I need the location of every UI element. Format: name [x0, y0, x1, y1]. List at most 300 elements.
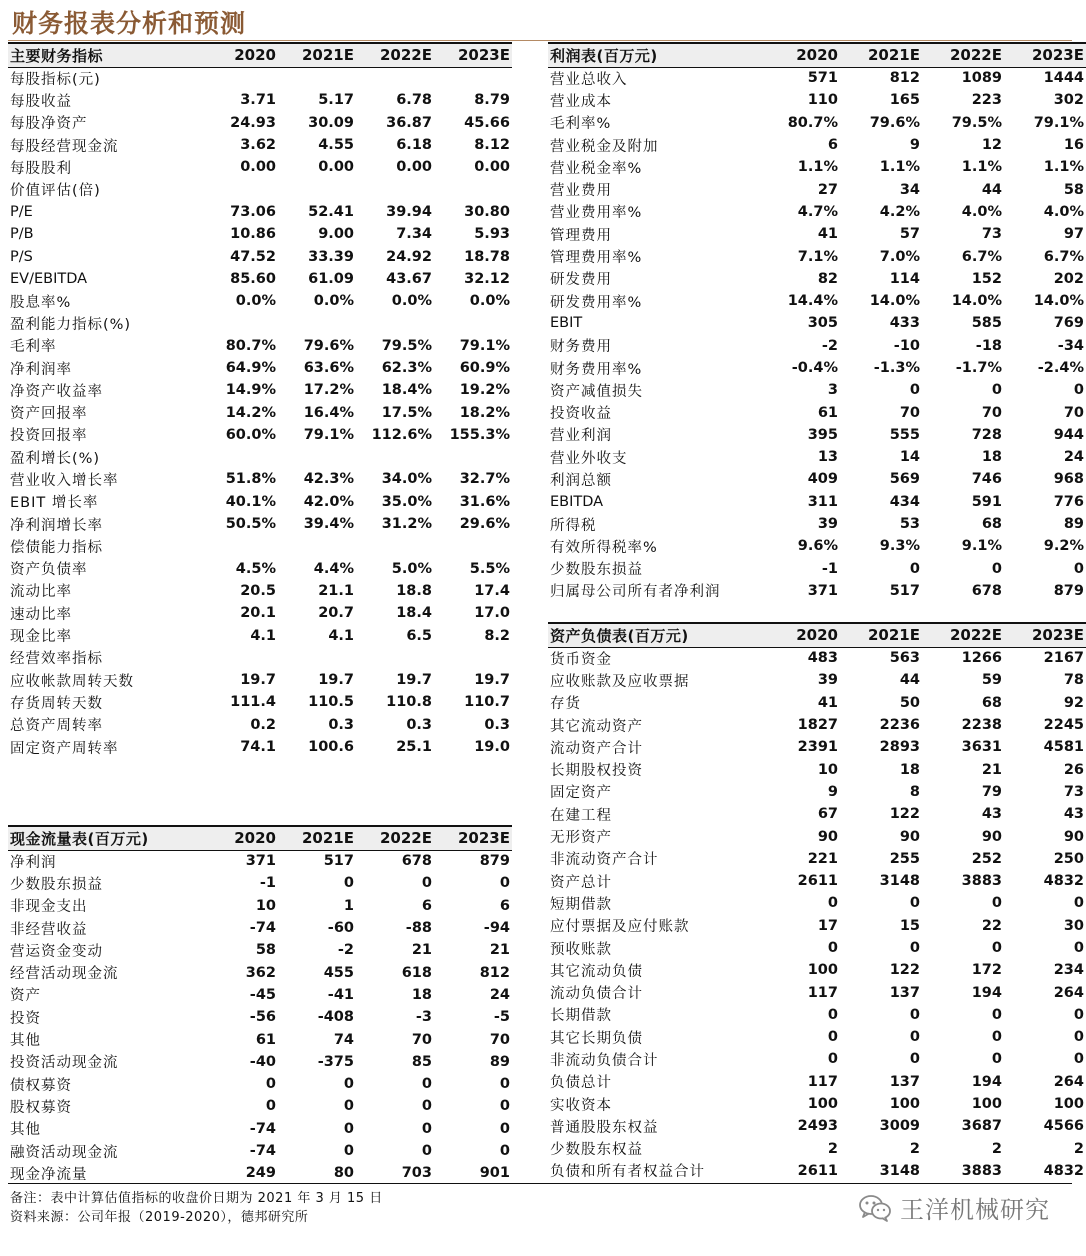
row-label: 有效所得税率%	[550, 539, 658, 556]
cell-value: 74	[333, 1031, 354, 1048]
cell-value: 202	[1053, 270, 1084, 287]
cell-value: 0	[343, 875, 354, 892]
cell-value: 34	[899, 181, 920, 198]
cell-value: 555	[889, 426, 920, 443]
cell-value: 769	[1053, 315, 1084, 332]
column-header: 2020	[796, 626, 838, 645]
table-row	[8, 268, 512, 290]
cell-value: 79.1%	[1033, 114, 1084, 131]
row-label: 资产减值损失	[550, 383, 643, 400]
table-row	[548, 513, 1086, 535]
row-label: 经营效率指标	[10, 651, 103, 668]
cell-value: 31.6%	[459, 493, 510, 510]
source-note: 资料来源：公司年报（2019-2020），德邦研究所	[10, 1210, 309, 1225]
table-row	[8, 201, 512, 223]
cell-value: 6.7%	[961, 248, 1002, 265]
cell-value: 4.5%	[235, 560, 276, 577]
row-label: 应收账款及应收票据	[550, 673, 690, 690]
cell-value: 0	[421, 1120, 432, 1137]
cell-value: 10	[817, 761, 838, 778]
cell-value: 35.0%	[381, 493, 432, 510]
cell-value	[434, 178, 512, 200]
table-row	[8, 850, 512, 872]
cell-value: 0	[421, 875, 432, 892]
row-label: P/B	[10, 226, 34, 243]
cell-value	[278, 446, 356, 468]
row-label: 资产总计	[550, 874, 612, 891]
cell-value: 30.80	[464, 203, 510, 220]
table-row	[8, 156, 512, 178]
cell-value	[356, 67, 434, 89]
cell-value: 21	[489, 942, 510, 959]
cell-value: 12	[981, 137, 1002, 154]
column-header: 2022E	[950, 626, 1002, 645]
column-header: 2021E	[302, 46, 354, 65]
cell-value: 678	[971, 582, 1002, 599]
cell-value: 1.1%	[961, 159, 1002, 176]
title-divider	[8, 40, 1072, 41]
table-row	[548, 803, 1086, 825]
cell-value: 19.7	[318, 672, 354, 689]
cell-value: 2611	[797, 873, 838, 890]
row-label: 总资产周转率	[10, 718, 103, 735]
row-label: 每股净资产	[10, 116, 88, 133]
cell-value: 1827	[797, 717, 838, 734]
cell-value	[356, 446, 434, 468]
cell-value: 110	[807, 92, 838, 109]
cell-value: 6	[499, 897, 510, 914]
cell-value: 27	[817, 181, 838, 198]
cell-value: 7.0%	[879, 248, 920, 265]
footer-divider	[8, 1183, 1072, 1184]
table-row	[548, 825, 1086, 847]
cell-value: 2	[1073, 1140, 1084, 1157]
cell-value: 6	[827, 137, 838, 154]
cell-value: 61	[255, 1031, 276, 1048]
table-row	[548, 736, 1086, 758]
cell-value: 8.2	[484, 627, 510, 644]
table-row	[548, 915, 1086, 937]
table-row	[8, 446, 512, 468]
row-label: 少数股东损益	[550, 562, 643, 579]
cell-value: 112.6%	[371, 426, 432, 443]
row-label: EBITDA	[550, 493, 604, 510]
cell-value	[278, 647, 356, 669]
cell-value: 61.09	[308, 270, 354, 287]
cell-value: 1.1%	[797, 159, 838, 176]
cell-value: 70	[411, 1031, 432, 1048]
cell-value: 4581	[1043, 739, 1084, 756]
cell-value: -74	[249, 1120, 276, 1137]
cell-value: 4832	[1043, 873, 1084, 890]
cell-value: 79.1%	[459, 337, 510, 354]
cell-value: 2	[909, 1140, 920, 1157]
table-row	[548, 669, 1086, 691]
cell-value: 78	[1063, 672, 1084, 689]
cell-value: 678	[401, 853, 432, 870]
cell-value: 9.2%	[1043, 538, 1084, 555]
cell-value: -94	[483, 920, 510, 937]
table-row	[548, 223, 1086, 245]
cell-value: 2245	[1043, 717, 1084, 734]
table-row	[8, 1073, 512, 1095]
cell-value: 73	[1063, 783, 1084, 800]
cell-value: 3883	[961, 873, 1002, 890]
cell-value: 563	[889, 650, 920, 667]
cell-value	[278, 178, 356, 200]
cell-value: 223	[971, 92, 1002, 109]
row-label: 融资活动现金流	[10, 1144, 119, 1161]
table-row	[8, 917, 512, 939]
row-label: 每股收益	[10, 93, 72, 110]
cell-value: 5.93	[474, 226, 510, 243]
cell-value: 0	[909, 940, 920, 956]
cell-value: 4.1	[328, 627, 354, 644]
table-row	[548, 379, 1086, 401]
cell-value: 0	[827, 940, 838, 956]
cell-value: 305	[807, 315, 838, 332]
cell-value: -3	[415, 1009, 432, 1026]
cell-value: 4.2%	[879, 203, 920, 220]
table-row	[548, 312, 1086, 334]
cell-value: 0	[991, 1029, 1002, 1046]
cell-value: 0.00	[396, 159, 432, 176]
cell-value: 3	[827, 382, 838, 399]
cell-value: 4.0%	[1043, 203, 1084, 220]
cell-value: 122	[889, 806, 920, 823]
cell-value: 90	[817, 828, 838, 845]
cell-value: 0	[421, 1143, 432, 1159]
cell-value: 3631	[961, 739, 1002, 756]
cell-value: 58	[255, 942, 276, 959]
cell-value: 90	[981, 828, 1002, 845]
table-row	[8, 1006, 512, 1028]
cell-value: -40	[249, 1053, 276, 1070]
cell-value: 9.00	[318, 226, 354, 243]
cell-value: -74	[249, 920, 276, 937]
cell-value: -34	[1057, 337, 1084, 354]
row-label: 资产回报率	[10, 406, 88, 423]
column-header: 2022E	[950, 46, 1002, 65]
cell-value: 0.0%	[235, 293, 276, 310]
cell-value: 6.78	[396, 92, 432, 109]
cell-value: 8.12	[474, 137, 510, 154]
cell-value: 0	[827, 895, 838, 912]
cell-value: 0	[909, 1051, 920, 1068]
cell-value: 70	[1063, 404, 1084, 421]
table-row	[8, 580, 512, 602]
cell-value: 249	[245, 1165, 276, 1182]
row-label: 净利润	[10, 854, 57, 871]
cell-value: 79.5%	[951, 114, 1002, 131]
cell-value: 100.6	[308, 739, 354, 756]
row-label: 货币资金	[550, 651, 612, 668]
cell-value: 110.7	[464, 694, 510, 711]
cell-value: 45.66	[464, 114, 510, 131]
cell-value: -0.4%	[791, 360, 838, 376]
column-header: 2023E	[1032, 626, 1084, 645]
cell-value: 0	[343, 1120, 354, 1137]
row-label: 少数股东损益	[10, 876, 103, 893]
table-row	[548, 1048, 1086, 1070]
cell-value: 43.67	[386, 270, 432, 287]
table-row	[548, 201, 1086, 223]
cell-value: 0	[1073, 1029, 1084, 1046]
cell-value: 18	[899, 761, 920, 778]
column-header: 2020	[234, 46, 276, 65]
cell-value: 60.9%	[459, 360, 510, 376]
cell-value: 17.4	[474, 582, 510, 599]
row-label: 偿债能力指标	[10, 539, 103, 556]
cell-value: 41	[817, 694, 838, 711]
table-row	[548, 714, 1086, 736]
table-row	[8, 89, 512, 111]
row-label: 负债总计	[550, 1075, 612, 1092]
row-label: 其他	[10, 1122, 41, 1139]
cell-value: 9	[909, 137, 920, 154]
cell-value: 24.93	[230, 114, 276, 131]
cell-value: 21	[981, 761, 1002, 778]
cell-value: 100	[807, 962, 838, 979]
cell-value	[434, 67, 512, 89]
cell-value: 51.8%	[225, 471, 276, 488]
cell-value: 455	[323, 964, 354, 981]
row-label: 负债和所有者权益合计	[550, 1164, 705, 1181]
cell-value: 18	[411, 986, 432, 1003]
cell-value: 73.06	[230, 203, 276, 220]
cell-value: 879	[479, 853, 510, 870]
cell-value: 17	[817, 917, 838, 934]
cell-value: 264	[1053, 984, 1084, 1001]
table-row	[548, 758, 1086, 780]
cell-value: 0	[1073, 1051, 1084, 1068]
cell-value	[200, 647, 278, 669]
valuation-date-note: 备注：表中计算估值指标的收盘价日期为 2021 年 3 月 15 日	[10, 1191, 383, 1206]
table-row	[548, 781, 1086, 803]
column-header: 2020	[796, 46, 838, 65]
row-label: 长期股权投资	[550, 763, 643, 780]
cell-value: 89	[489, 1053, 510, 1070]
cell-value: 409	[807, 471, 838, 488]
cell-value: 172	[971, 962, 1002, 979]
row-label: 实收资本	[550, 1097, 612, 1114]
cell-value: 40.1%	[225, 493, 276, 510]
cell-value: 20.1	[240, 605, 276, 622]
cell-value: 24	[1063, 449, 1084, 466]
cell-value: 0	[1073, 1006, 1084, 1023]
row-label: 每股股利	[10, 160, 72, 177]
cell-value: 2238	[961, 717, 1002, 734]
table-row	[8, 1028, 512, 1050]
cell-value: 90	[1063, 828, 1084, 845]
table-row	[548, 1004, 1086, 1026]
table-row	[548, 848, 1086, 870]
row-label: 每股指标(元)	[10, 71, 101, 88]
table-header-row	[8, 826, 512, 850]
cell-value: 34.0%	[381, 471, 432, 488]
cell-value: 0	[909, 560, 920, 577]
row-label: 债权募资	[10, 1077, 72, 1094]
cell-value	[356, 535, 434, 557]
cell-value: 59	[981, 672, 1002, 689]
cell-value: 21.1	[318, 582, 354, 599]
cell-value: 19.0	[474, 739, 510, 756]
watermark-text: 王洋机械研究	[900, 1196, 1050, 1224]
table-row	[8, 691, 512, 713]
cell-value: 0	[499, 1143, 510, 1159]
cell-value: 18.8	[396, 582, 432, 599]
cell-value: 9	[827, 783, 838, 800]
cell-value: 79.6%	[869, 114, 920, 131]
row-label: 流动资产合计	[550, 740, 643, 757]
cell-value: 4.55	[318, 137, 354, 154]
cell-value: 117	[807, 984, 838, 1001]
cell-value: 7.34	[396, 226, 432, 243]
cell-value: 0	[827, 1051, 838, 1068]
table-row	[8, 714, 512, 736]
watermark	[858, 1190, 1050, 1225]
cell-value: 18	[981, 449, 1002, 466]
row-label: P/E	[10, 203, 33, 220]
cell-value: 0	[343, 1076, 354, 1093]
column-header: 2020	[234, 829, 276, 848]
cell-value: 2611	[797, 1162, 838, 1179]
cell-value: 80.7%	[787, 114, 838, 131]
cell-value: 2	[827, 1140, 838, 1157]
cell-value: 0	[1073, 895, 1084, 912]
cell-value: 362	[245, 964, 276, 981]
cell-value: 728	[971, 426, 1002, 443]
cell-value: 26	[1063, 761, 1084, 778]
cell-value: 0	[827, 1029, 838, 1046]
cell-value	[200, 446, 278, 468]
table-row	[548, 981, 1086, 1003]
cell-value: 32.7%	[459, 471, 510, 488]
cell-value: 255	[889, 850, 920, 867]
cell-value: 17.2%	[303, 382, 354, 399]
cell-value: 434	[889, 493, 920, 510]
table-row	[548, 580, 1086, 602]
table-row	[8, 357, 512, 379]
row-label: 管理费用	[550, 227, 612, 244]
cell-value: 6.5	[406, 627, 432, 644]
cell-value: 70	[981, 404, 1002, 421]
cell-value: 16.4%	[303, 404, 354, 421]
cell-value: 152	[971, 270, 1002, 287]
cell-value: 1.1%	[1043, 159, 1084, 176]
cell-value	[278, 535, 356, 557]
table-row	[8, 558, 512, 580]
cell-value: 89	[1063, 516, 1084, 533]
cell-value: 0.00	[474, 159, 510, 176]
table-row	[8, 1162, 512, 1184]
cell-value: 3.71	[240, 92, 276, 109]
page-title: 财务报表分析和预测	[12, 9, 247, 38]
cell-value: 0	[265, 1076, 276, 1093]
cell-value: 5.5%	[469, 560, 510, 577]
cell-value: 585	[971, 315, 1002, 332]
cell-value: -45	[249, 986, 276, 1003]
cell-value: 44	[899, 672, 920, 689]
cell-value: 0.0%	[469, 293, 510, 310]
cell-value: 14	[899, 449, 920, 466]
row-label: 营业费用率%	[550, 205, 643, 222]
cell-value: 8	[909, 783, 920, 800]
cell-value: 968	[1053, 471, 1084, 488]
row-label: 在建工程	[550, 807, 612, 824]
cell-value: 24.92	[386, 248, 432, 265]
table-row	[548, 357, 1086, 379]
row-label: 利润总额	[550, 472, 612, 489]
cell-value: 79.1%	[303, 426, 354, 443]
cell-value: 16	[1063, 137, 1084, 154]
table-row	[548, 67, 1086, 89]
cell-value: 517	[323, 853, 354, 870]
cell-value: 234	[1053, 962, 1084, 979]
cell-value: 0	[265, 1098, 276, 1115]
column-header: 2023E	[458, 829, 510, 848]
cell-value: 14.4%	[787, 293, 838, 310]
row-label: 其它流动资产	[550, 718, 643, 735]
row-label: 股息率%	[10, 294, 72, 311]
row-label: 其它流动负债	[550, 963, 643, 980]
cell-value: 24	[489, 986, 510, 1003]
row-label: 长期借款	[550, 1008, 612, 1025]
table-row	[548, 424, 1086, 446]
row-label: 盈利增长(%)	[10, 450, 101, 467]
table-row	[8, 67, 512, 89]
cell-value: 82	[817, 270, 838, 287]
cell-value: 42.0%	[303, 493, 354, 510]
cell-value: 60.0%	[225, 426, 276, 443]
table-row	[8, 602, 512, 624]
cell-value: 52.41	[308, 203, 354, 220]
cell-value: 5.17	[318, 92, 354, 109]
cell-value: 39	[817, 516, 838, 533]
row-label: 研发费用率%	[550, 294, 643, 311]
cell-value: 25.1	[396, 739, 432, 756]
cell-value: 114	[889, 270, 920, 287]
cell-value: -375	[317, 1053, 354, 1070]
cell-value: 92	[1063, 694, 1084, 711]
cell-value: 6	[421, 897, 432, 914]
cell-value: 3687	[961, 1118, 1002, 1135]
cell-value: 776	[1053, 493, 1084, 510]
cell-value: 10	[255, 897, 276, 914]
cell-value: 43	[1063, 806, 1084, 823]
income-statement-table	[548, 42, 1086, 602]
balance-sheet-table	[548, 622, 1086, 1182]
cell-value: 53	[899, 516, 920, 533]
column-header: 2022E	[380, 829, 432, 848]
cell-value: 79	[981, 783, 1002, 800]
cell-value: -2	[337, 942, 354, 959]
cell-value: 50.5%	[225, 516, 276, 533]
wechat-icon	[858, 1193, 892, 1223]
table-row	[8, 223, 512, 245]
cell-value: 194	[971, 1073, 1002, 1090]
table-row	[8, 535, 512, 557]
cell-value: -408	[317, 1009, 354, 1026]
cell-value	[356, 312, 434, 334]
cell-value: 22	[981, 917, 1002, 934]
cell-value: 68	[981, 516, 1002, 533]
row-label: 预收账款	[550, 941, 612, 958]
table-title: 利润表(百万元)	[550, 46, 658, 65]
cell-value: 18.4%	[381, 382, 432, 399]
table-row	[8, 312, 512, 334]
table-row	[8, 669, 512, 691]
